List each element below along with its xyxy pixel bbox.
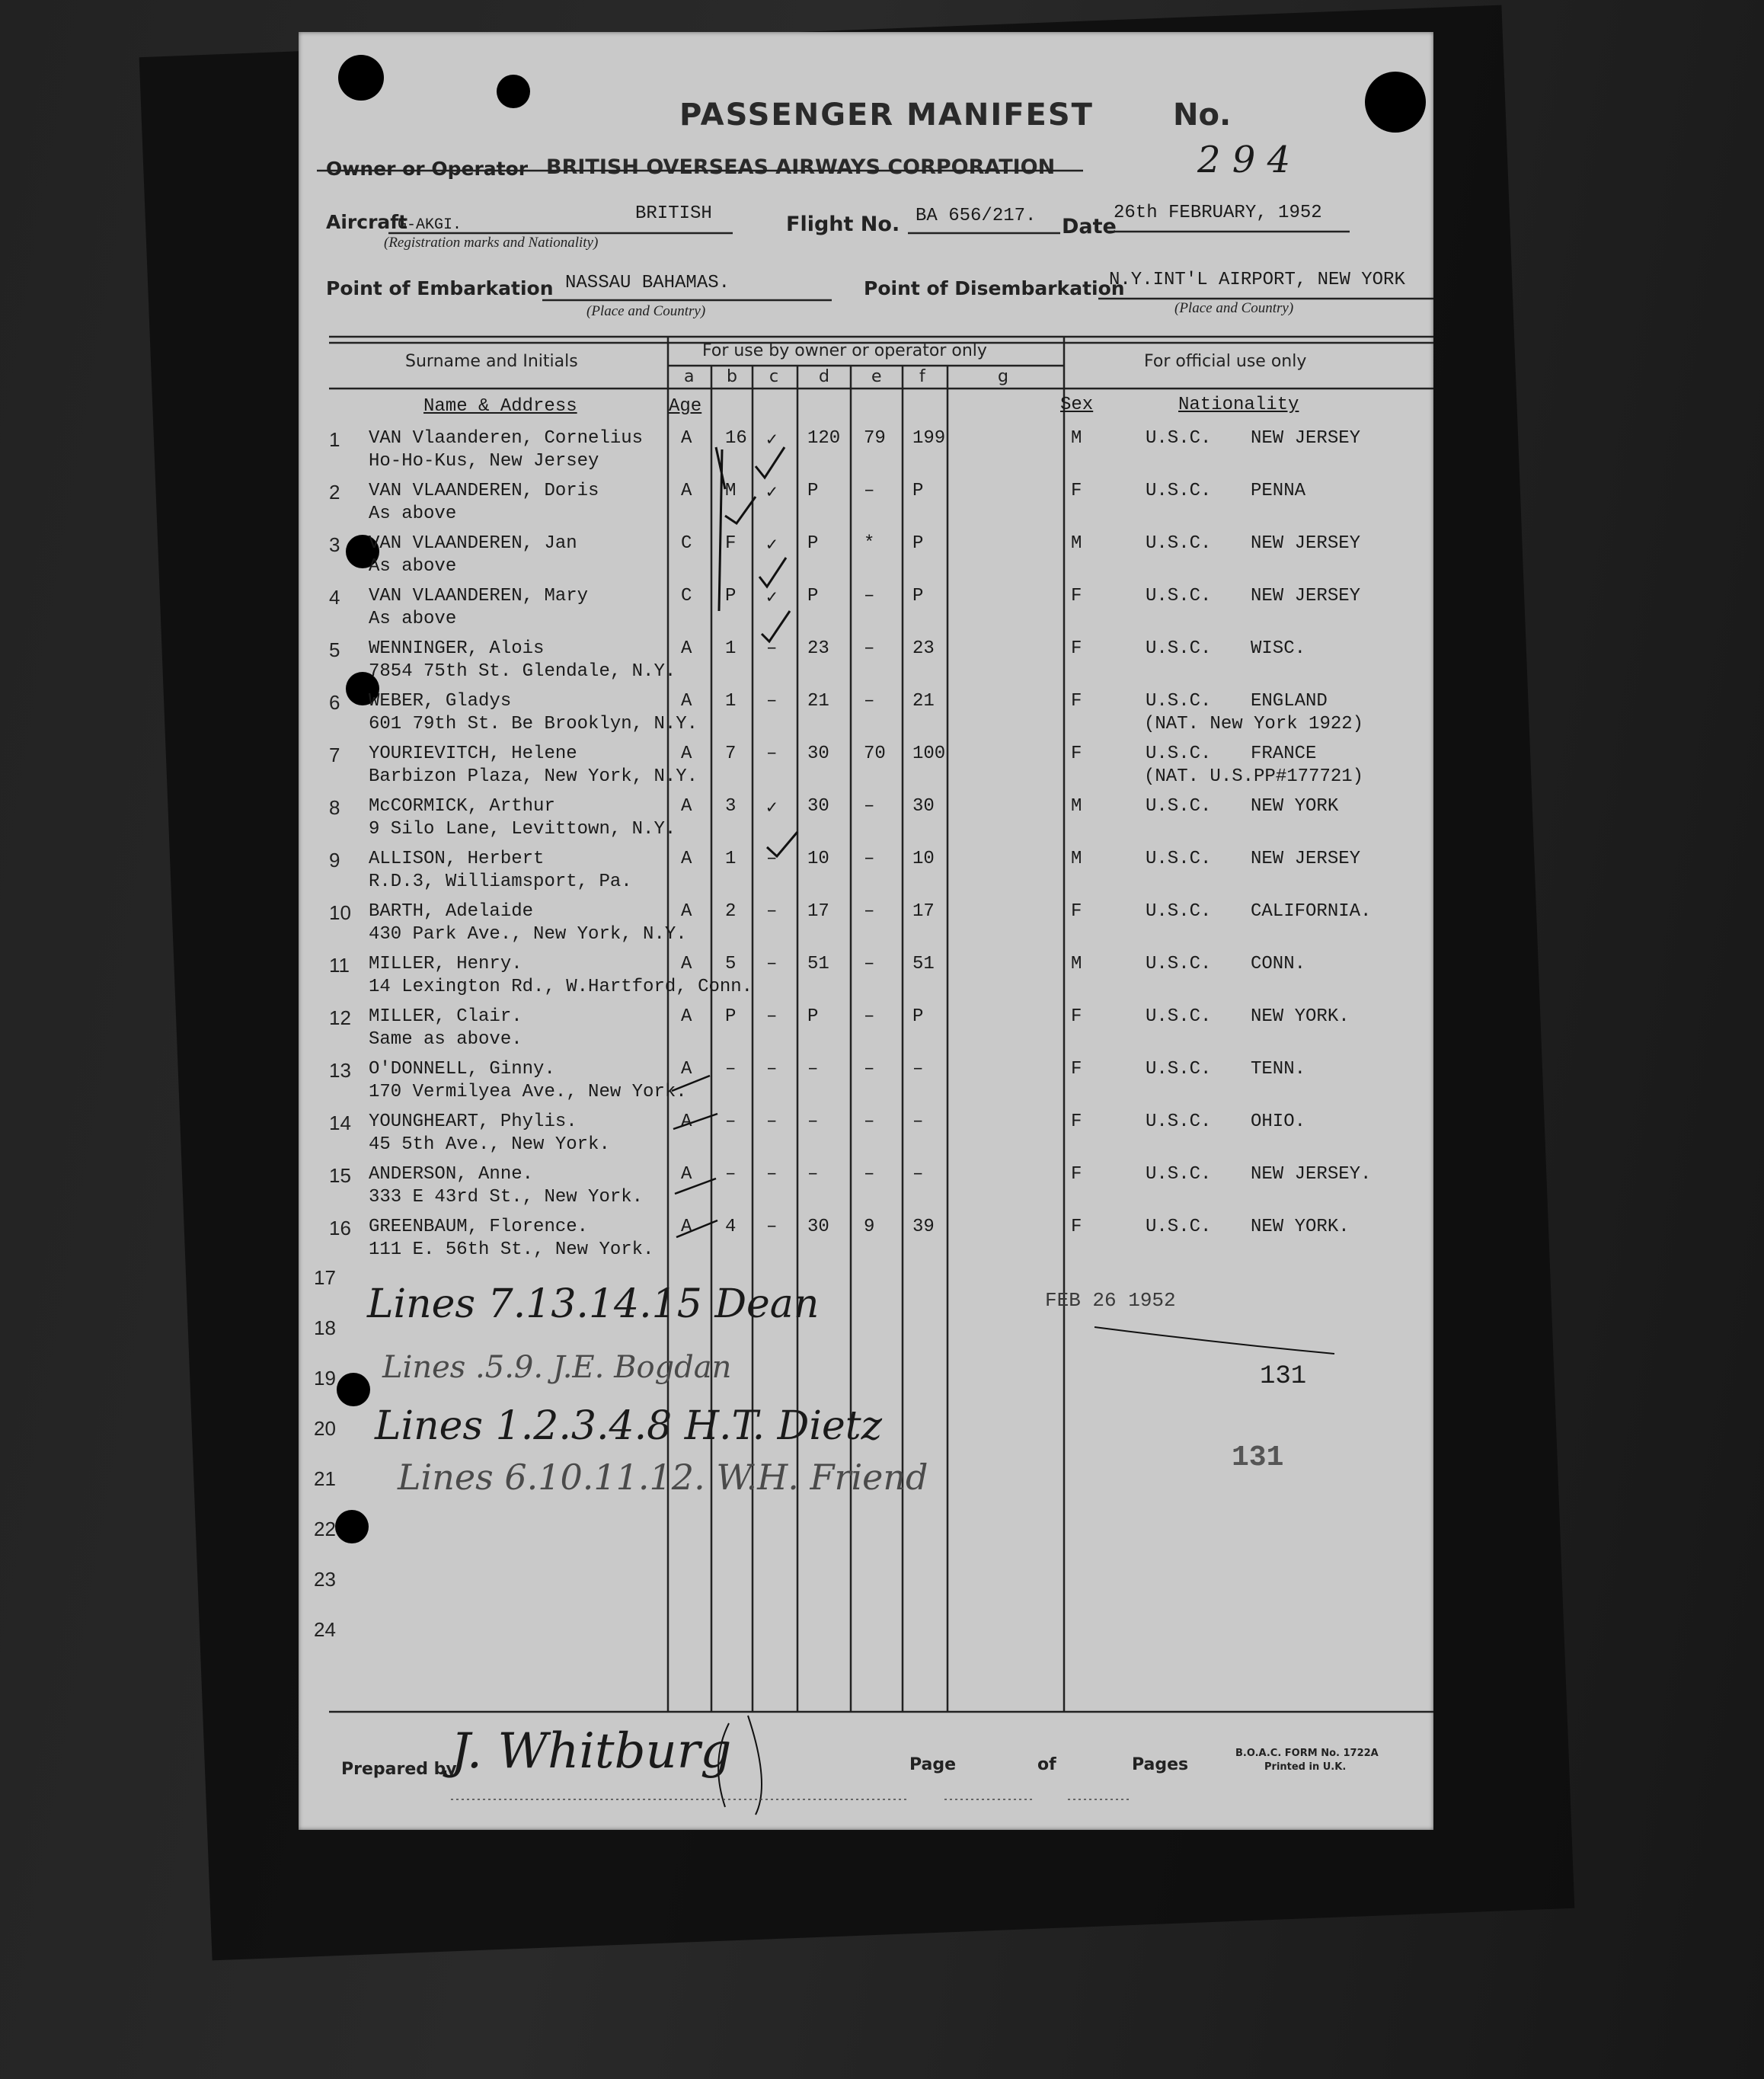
name-address-header: Name & Address bbox=[423, 396, 577, 417]
col-c-value: – bbox=[766, 1217, 778, 1237]
col-e-value: – bbox=[864, 1006, 875, 1027]
total-typed: 131 bbox=[1260, 1362, 1307, 1391]
sub-column-b: b bbox=[727, 367, 737, 386]
col-c-value: – bbox=[766, 744, 778, 764]
col-e-value: * bbox=[864, 533, 875, 554]
col-b-value: F bbox=[725, 533, 737, 554]
col-f-value: 51 bbox=[912, 954, 935, 974]
col-e-value: – bbox=[864, 1111, 875, 1132]
col-f-value: 23 bbox=[912, 638, 935, 659]
col-d-value: 30 bbox=[807, 796, 829, 817]
handwritten-note-4: Lines 6.10.11.12. W.H. Friend bbox=[398, 1457, 928, 1498]
page-label: Page bbox=[909, 1755, 957, 1774]
nationality-value: U.S.C. bbox=[1146, 638, 1212, 659]
col-b-value: – bbox=[725, 1164, 737, 1185]
manifest-page bbox=[299, 32, 1433, 1830]
passenger-address: 45 5th Ave., New York. bbox=[369, 1134, 610, 1155]
age-class: A bbox=[681, 744, 692, 764]
col-d-value: 23 bbox=[807, 638, 829, 659]
age-class: A bbox=[681, 849, 692, 869]
sex-value: F bbox=[1071, 638, 1082, 659]
passenger-name: YOUNGHEART, Phylis. bbox=[369, 1111, 577, 1132]
col-e-value: – bbox=[864, 586, 875, 606]
passenger-address: 14 Lexington Rd., W.Hartford, Conn. bbox=[369, 977, 753, 997]
passenger-name: MILLER, Henry. bbox=[369, 954, 522, 974]
age-class: C bbox=[681, 586, 692, 606]
col-c-value: – bbox=[766, 1164, 778, 1185]
naturalization-note: (NAT. New York 1922) bbox=[1144, 714, 1364, 734]
embarkation-label: Point of Embarkation bbox=[326, 277, 554, 299]
nationality-value: U.S.C. bbox=[1146, 533, 1212, 554]
col-b-value: 1 bbox=[725, 849, 737, 869]
passenger-address: 170 Vermilyea Ave., New York. bbox=[369, 1082, 687, 1102]
col-e-value: 9 bbox=[864, 1217, 875, 1237]
disembarkation-label: Point of Disembarkation bbox=[864, 277, 1125, 299]
col-d-value: 17 bbox=[807, 901, 829, 922]
col-f-value: 100 bbox=[912, 744, 946, 764]
passenger-address: Ho-Ho-Kus, New Jersey bbox=[369, 451, 599, 472]
col-e-value: – bbox=[864, 849, 875, 869]
empty-row-number: 17 bbox=[314, 1266, 336, 1289]
col-f-value: 30 bbox=[912, 796, 935, 817]
col-c-value: ✓ bbox=[766, 483, 778, 504]
col-d-value: P bbox=[807, 1006, 819, 1027]
sex-value: M bbox=[1071, 533, 1082, 554]
empty-row-number: 18 bbox=[314, 1316, 336, 1339]
state-value: NEW YORK bbox=[1251, 796, 1339, 817]
nationality-value: U.S.C. bbox=[1146, 428, 1212, 449]
sub-column-a: a bbox=[684, 367, 695, 386]
receipt-date-stamp: FEB 26 1952 bbox=[1045, 1289, 1176, 1312]
age-class: A bbox=[681, 691, 692, 712]
state-value: ENGLAND bbox=[1251, 691, 1328, 712]
passenger-name: YOURIEVITCH, Helene bbox=[369, 744, 577, 764]
col-b-value: 7 bbox=[725, 744, 737, 764]
handwritten-note-3: Lines 1.2.3.4.8 H.T. Dietz bbox=[375, 1403, 883, 1449]
col-b-value: 1 bbox=[725, 691, 737, 712]
nationality-value: U.S.C. bbox=[1146, 954, 1212, 974]
form-number: B.O.A.C. FORM No. 1722A bbox=[1235, 1748, 1379, 1759]
col-c-value: ✓ bbox=[766, 536, 778, 556]
page-title: PASSENGER MANIFEST bbox=[679, 98, 1094, 133]
passenger-address: 9 Silo Lane, Levittown, N.Y. bbox=[369, 819, 676, 840]
nationality-value: U.S.C. bbox=[1146, 1111, 1212, 1132]
prepared-by-label: Prepared by bbox=[341, 1760, 457, 1779]
col-c-value: ✓ bbox=[766, 430, 778, 451]
empty-row-number: 22 bbox=[314, 1518, 336, 1540]
state-value: NEW JERSEY bbox=[1251, 586, 1361, 606]
row-number: 3 bbox=[329, 533, 340, 556]
col-f-value: P bbox=[912, 533, 924, 554]
printed-in: Printed in U.K. bbox=[1264, 1761, 1347, 1773]
col-d-value: 120 bbox=[807, 428, 841, 449]
row-number: 9 bbox=[329, 849, 340, 872]
state-value: OHIO. bbox=[1251, 1111, 1306, 1132]
age-class: A bbox=[681, 428, 692, 449]
col-f-value: 199 bbox=[912, 428, 946, 449]
col-e-value: – bbox=[864, 1059, 875, 1079]
passenger-address: Barbizon Plaza, New York, N.Y. bbox=[369, 766, 698, 787]
date-value: 26th FEBRUARY, 1952 bbox=[1114, 203, 1322, 223]
col-e-value: 79 bbox=[864, 428, 886, 449]
row-number: 15 bbox=[329, 1164, 351, 1187]
operator-value: BRITISH OVERSEAS AIRWAYS CORPORATION bbox=[546, 155, 1056, 179]
col-e-value: – bbox=[864, 954, 875, 974]
age-header: Age bbox=[669, 396, 702, 417]
passenger-name: ANDERSON, Anne. bbox=[369, 1164, 534, 1185]
nationality-value: U.S.C. bbox=[1146, 586, 1212, 606]
age-class: A bbox=[681, 481, 692, 501]
state-value: CALIFORNIA. bbox=[1251, 901, 1372, 922]
col-c-value: – bbox=[766, 901, 778, 922]
empty-row-number: 19 bbox=[314, 1367, 336, 1390]
state-value: NEW JERSEY bbox=[1251, 533, 1361, 554]
col-e-value: – bbox=[864, 638, 875, 659]
aircraft-note: (Registration marks and Nationality) bbox=[384, 235, 599, 251]
age-class: A bbox=[681, 1006, 692, 1027]
col-b-value: 3 bbox=[725, 796, 737, 817]
col-c-value: ✓ bbox=[766, 798, 778, 819]
col-f-value: 21 bbox=[912, 691, 935, 712]
state-value: WISC. bbox=[1251, 638, 1306, 659]
col-surname-header: Surname and Initials bbox=[405, 352, 578, 371]
sex-value: M bbox=[1071, 954, 1082, 974]
age-class: A bbox=[681, 901, 692, 922]
flight-value: BA 656/217. bbox=[916, 206, 1037, 226]
passenger-address: 333 E 43rd St., New York. bbox=[369, 1187, 644, 1207]
age-class: A bbox=[681, 1111, 692, 1132]
age-class: A bbox=[681, 1217, 692, 1237]
sub-column-e: e bbox=[871, 367, 882, 386]
col-b-value: – bbox=[725, 1059, 737, 1079]
of-label: of bbox=[1037, 1755, 1056, 1774]
sex-value: F bbox=[1071, 1164, 1082, 1185]
sex-header: Sex bbox=[1060, 395, 1094, 415]
sex-value: F bbox=[1071, 1111, 1082, 1132]
sub-column-g: g bbox=[998, 367, 1008, 386]
col-c-value: – bbox=[766, 1006, 778, 1027]
row-number: 1 bbox=[329, 428, 340, 451]
aircraft-nationality: BRITISH bbox=[635, 203, 712, 224]
aircraft-label: Aircraft bbox=[326, 211, 408, 233]
row-number: 13 bbox=[329, 1059, 351, 1082]
col-f-value: 17 bbox=[912, 901, 935, 922]
passenger-name: McCORMICK, Arthur bbox=[369, 796, 555, 817]
col-e-value: – bbox=[864, 901, 875, 922]
state-value: NEW JERSEY bbox=[1251, 849, 1361, 869]
sex-value: M bbox=[1071, 796, 1082, 817]
state-value: NEW JERSEY bbox=[1251, 428, 1361, 449]
operator-label: Owner or Operator bbox=[326, 158, 529, 180]
nationality-value: U.S.C. bbox=[1146, 1217, 1212, 1237]
col-d-value: – bbox=[807, 1059, 819, 1079]
col-c-value: – bbox=[766, 1111, 778, 1132]
passenger-name: WENNINGER, Alois bbox=[369, 638, 545, 659]
embarkation-note: (Place and Country) bbox=[586, 303, 706, 319]
passenger-name: BARTH, Adelaide bbox=[369, 901, 534, 922]
naturalization-note: (NAT. U.S.PP#177721) bbox=[1144, 766, 1364, 787]
empty-row-number: 21 bbox=[314, 1467, 336, 1490]
state-value: CONN. bbox=[1251, 954, 1306, 974]
col-e-value: 70 bbox=[864, 744, 886, 764]
passenger-name: VAN VLAANDEREN, Mary bbox=[369, 586, 589, 606]
passenger-address: 601 79th St. Be Brooklyn, N.Y. bbox=[369, 714, 698, 734]
passenger-name: VAN VLAANDEREN, Jan bbox=[369, 533, 577, 554]
nationality-value: U.S.C. bbox=[1146, 1006, 1212, 1027]
col-b-value: 4 bbox=[725, 1217, 737, 1237]
col-e-value: – bbox=[864, 481, 875, 501]
col-c-value: – bbox=[766, 691, 778, 712]
row-number: 2 bbox=[329, 481, 340, 504]
passenger-address: Same as above. bbox=[369, 1029, 522, 1050]
col-operator-header: For use by owner or operator only bbox=[702, 341, 987, 360]
col-b-value: 5 bbox=[725, 954, 737, 974]
age-class: A bbox=[681, 1059, 692, 1079]
handwritten-note-2: Lines .5.9. J.E. Bogdan bbox=[382, 1350, 732, 1385]
sex-value: F bbox=[1071, 901, 1082, 922]
passenger-address: 7854 75th St. Glendale, N.Y. bbox=[369, 661, 676, 682]
col-d-value: 51 bbox=[807, 954, 829, 974]
nationality-value: U.S.C. bbox=[1146, 481, 1212, 501]
sex-value: F bbox=[1071, 481, 1082, 501]
state-value: FRANCE bbox=[1251, 744, 1317, 764]
age-class: C bbox=[681, 533, 692, 554]
col-official-header: For official use only bbox=[1144, 352, 1307, 371]
sex-value: M bbox=[1071, 428, 1082, 449]
row-number: 5 bbox=[329, 638, 340, 661]
passenger-name: VAN VLAANDEREN, Doris bbox=[369, 481, 599, 501]
manifest-no-handwritten: 2 9 4 bbox=[1197, 139, 1291, 181]
total-stamped: 131 bbox=[1232, 1441, 1284, 1474]
passenger-address: As above bbox=[369, 609, 457, 629]
flight-label: Flight No. bbox=[786, 213, 900, 236]
col-b-value: P bbox=[725, 586, 737, 606]
col-c-value: – bbox=[766, 638, 778, 659]
col-f-value: P bbox=[912, 586, 924, 606]
passenger-name: WEBER, Gladys bbox=[369, 691, 512, 712]
passenger-address: 111 E. 56th St., New York. bbox=[369, 1239, 654, 1260]
state-value: NEW YORK. bbox=[1251, 1006, 1350, 1027]
passenger-name: MILLER, Clair. bbox=[369, 1006, 522, 1027]
col-d-value: 30 bbox=[807, 744, 829, 764]
passenger-address: As above bbox=[369, 504, 457, 524]
col-d-value: – bbox=[807, 1164, 819, 1185]
col-b-value: 2 bbox=[725, 901, 737, 922]
col-b-value: 16 bbox=[725, 428, 747, 449]
embarkation-value: NASSAU BAHAMAS. bbox=[565, 273, 730, 293]
col-f-value: P bbox=[912, 1006, 924, 1027]
sex-value: F bbox=[1071, 586, 1082, 606]
nationality-value: U.S.C. bbox=[1146, 691, 1212, 712]
col-b-value: M bbox=[725, 481, 737, 501]
col-d-value: P bbox=[807, 481, 819, 501]
nationality-value: U.S.C. bbox=[1146, 849, 1212, 869]
pages-label: Pages bbox=[1132, 1755, 1189, 1774]
handwritten-note-1: Lines 7.13.14.15 Dean bbox=[367, 1281, 820, 1327]
col-b-value: P bbox=[725, 1006, 737, 1027]
col-c-value: – bbox=[766, 849, 778, 869]
col-d-value: 21 bbox=[807, 691, 829, 712]
age-class: A bbox=[681, 796, 692, 817]
age-class: A bbox=[681, 954, 692, 974]
col-f-value: – bbox=[912, 1111, 924, 1132]
row-number: 12 bbox=[329, 1006, 351, 1029]
disembarkation-value: N.Y.INT'L AIRPORT, NEW YORK bbox=[1109, 270, 1405, 290]
col-e-value: – bbox=[864, 1164, 875, 1185]
nationality-value: U.S.C. bbox=[1146, 1059, 1212, 1079]
row-number: 16 bbox=[329, 1217, 351, 1239]
passenger-name: ALLISON, Herbert bbox=[369, 849, 545, 869]
row-number: 8 bbox=[329, 796, 340, 819]
row-number: 10 bbox=[329, 901, 351, 924]
row-number: 14 bbox=[329, 1111, 351, 1134]
manifest-no-label: No. bbox=[1173, 98, 1232, 133]
age-class: A bbox=[681, 638, 692, 659]
col-c-value: – bbox=[766, 1059, 778, 1079]
passenger-address: As above bbox=[369, 556, 457, 577]
row-number: 6 bbox=[329, 691, 340, 714]
col-f-value: P bbox=[912, 481, 924, 501]
sex-value: F bbox=[1071, 744, 1082, 764]
sex-value: F bbox=[1071, 1217, 1082, 1237]
row-number: 11 bbox=[329, 954, 350, 977]
col-d-value: P bbox=[807, 586, 819, 606]
sex-value: M bbox=[1071, 849, 1082, 869]
col-f-value: – bbox=[912, 1164, 924, 1185]
col-f-value: 39 bbox=[912, 1217, 935, 1237]
sub-column-f: f bbox=[919, 367, 925, 386]
disembarkation-note: (Place and Country) bbox=[1174, 300, 1294, 316]
age-class: A bbox=[681, 1164, 692, 1185]
passenger-address: R.D.3, Williamsport, Pa. bbox=[369, 872, 632, 892]
state-value: NEW YORK. bbox=[1251, 1217, 1350, 1237]
state-value: NEW JERSEY. bbox=[1251, 1164, 1372, 1185]
nationality-value: U.S.C. bbox=[1146, 744, 1212, 764]
passenger-name: VAN Vlaanderen, Cornelius bbox=[369, 428, 644, 449]
empty-row-number: 23 bbox=[314, 1568, 336, 1591]
col-d-value: – bbox=[807, 1111, 819, 1132]
col-c-value: – bbox=[766, 954, 778, 974]
aircraft-value: G-AKGI. bbox=[398, 216, 462, 234]
col-c-value: ✓ bbox=[766, 588, 778, 609]
preparer-signature: J. Whitburg bbox=[451, 1723, 732, 1780]
state-value: PENNA bbox=[1251, 481, 1306, 501]
passenger-name: O'DONNELL, Ginny. bbox=[369, 1059, 555, 1079]
nationality-header: Nationality bbox=[1178, 395, 1299, 415]
nationality-value: U.S.C. bbox=[1146, 1164, 1212, 1185]
col-f-value: 10 bbox=[912, 849, 935, 869]
sex-value: F bbox=[1071, 1059, 1082, 1079]
col-e-value: – bbox=[864, 691, 875, 712]
col-e-value: – bbox=[864, 796, 875, 817]
passenger-name: GREENBAUM, Florence. bbox=[369, 1217, 589, 1237]
col-b-value: – bbox=[725, 1111, 737, 1132]
col-b-value: 1 bbox=[725, 638, 737, 659]
state-value: TENN. bbox=[1251, 1059, 1306, 1079]
empty-row-number: 20 bbox=[314, 1417, 336, 1440]
row-number: 4 bbox=[329, 586, 340, 609]
date-label: Date bbox=[1062, 215, 1117, 238]
sex-value: F bbox=[1071, 1006, 1082, 1027]
nationality-value: U.S.C. bbox=[1146, 901, 1212, 922]
sub-column-d: d bbox=[819, 367, 829, 386]
empty-row-number: 24 bbox=[314, 1618, 336, 1641]
sub-column-c: c bbox=[769, 367, 779, 386]
col-f-value: – bbox=[912, 1059, 924, 1079]
col-d-value: 30 bbox=[807, 1217, 829, 1237]
nationality-value: U.S.C. bbox=[1146, 796, 1212, 817]
sex-value: F bbox=[1071, 691, 1082, 712]
row-number: 7 bbox=[329, 744, 340, 766]
col-d-value: P bbox=[807, 533, 819, 554]
passenger-address: 430 Park Ave., New York, N.Y. bbox=[369, 924, 687, 945]
col-d-value: 10 bbox=[807, 849, 829, 869]
